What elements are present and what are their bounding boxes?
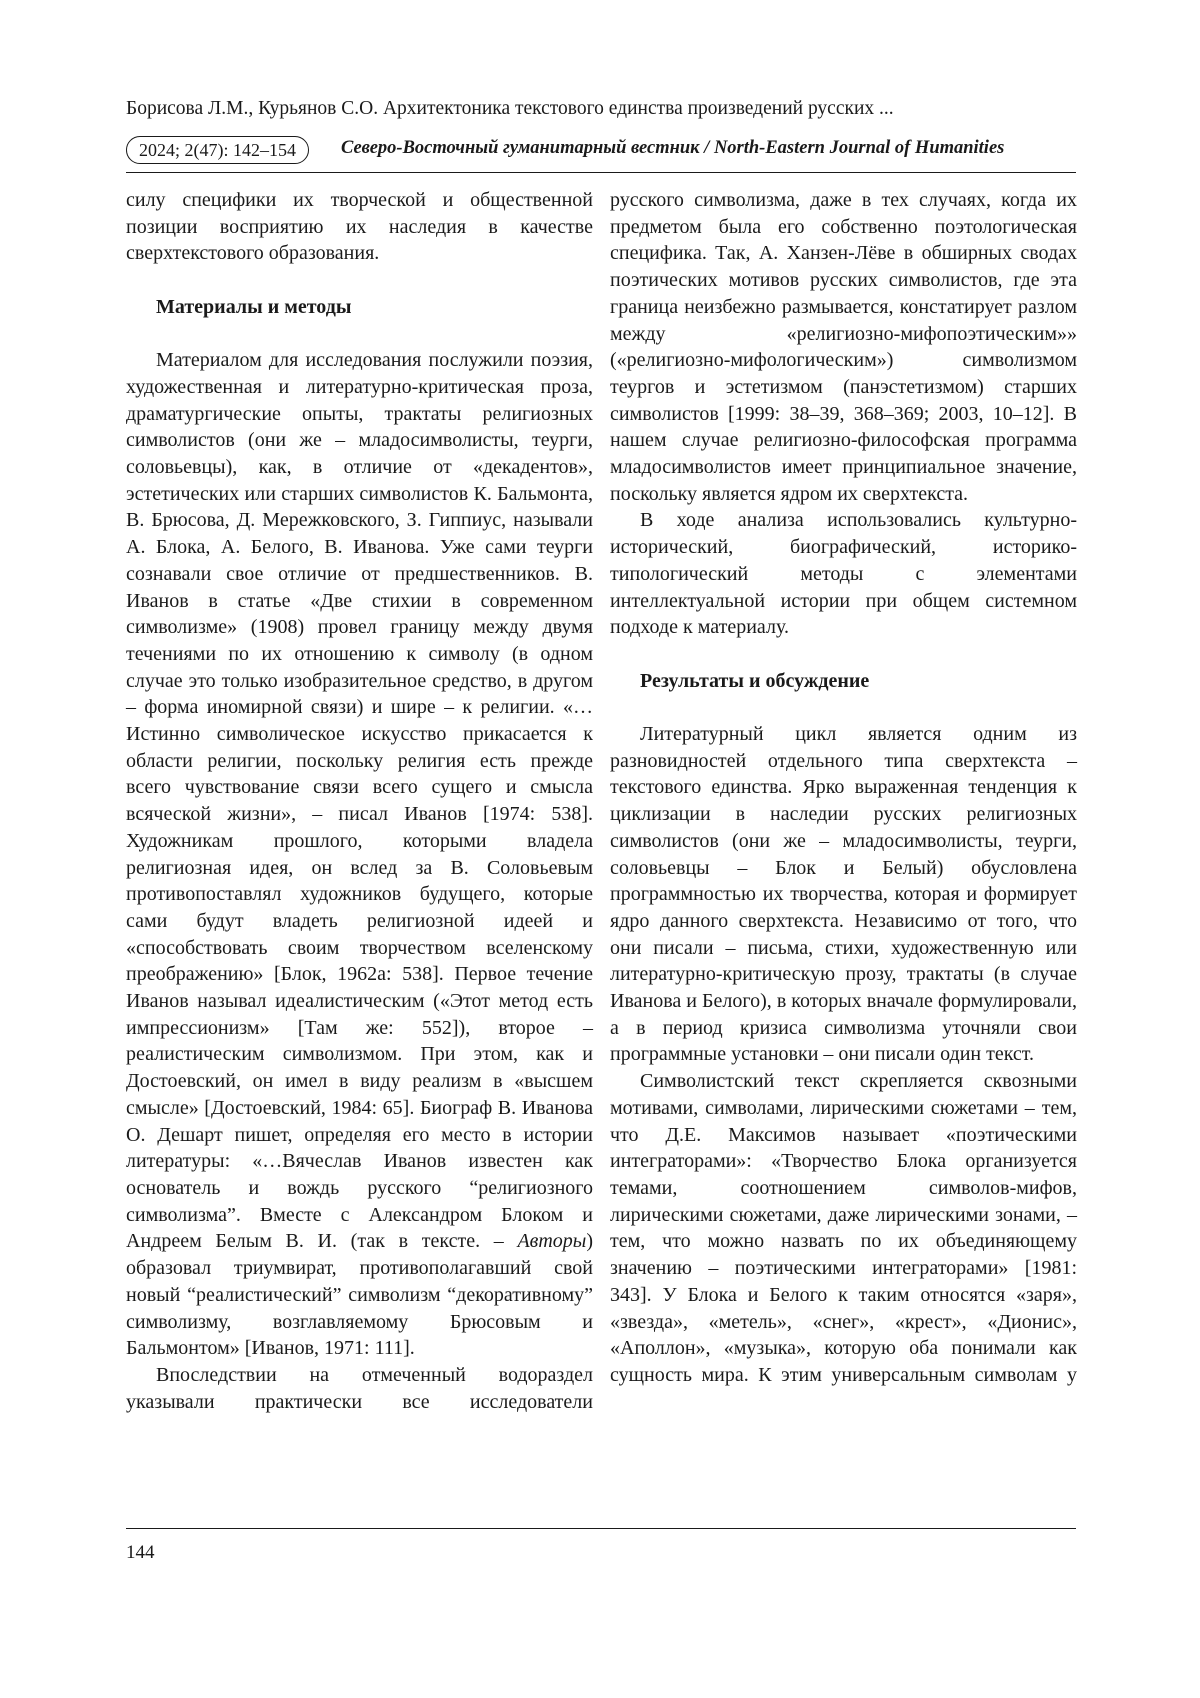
paragraph: силу специфики их творческой и общественной позиции восприятию их наследия в качестве сверхтекстового образования.	[126, 189, 593, 265]
authors-note: Авторы	[517, 1230, 587, 1253]
spacer	[610, 694, 1077, 721]
left-column	[126, 187, 593, 1415]
spacer	[126, 321, 593, 348]
section-heading-methods: Материалы и методы	[156, 295, 352, 318]
paragraph	[126, 347, 593, 1362]
paragraph-text: Материалом для исследования послужили поэзия, художественная и литературно-критическая проза, драматургические опыты, трактаты религиозных символистов (они же – младосимволисты, теурги, соловьевцы), как, в отличие от «декадентов», эстетических или старших символистов К. Бальмонта, В. Брюсова, Д. Мережковского, З. Гиппиус, называли А. Блока, А. Белого, В. Иванова. Уже сами теурги сознавали свое отличие от предшественников. В. Иванов в статье «Две стихии в современном символизме» (1908) провел границу между двумя течениями по их отношению к символу (в одном случае это только изобразительное средство, в другом – форма иномирной связи) и шире – к религии. «…Истинно символическое искусство прикасается к области религии, поскольку религия есть прежде всего чувствование связи всего сущего и смысла всяческой жизни», – писал Иванов [1974: 538]. Художникам прошлого, которыми владела религиозная идея, он вслед за В. Соловьевым противопоставлял художников будущего, которые сами будут владеть религиозной идеей и «способствовать своим творчеством вселенскому преображению» [Блок, 1962а: 538]. Первое течение Иванов называл идеалистическим («Этот метод есть импрессионизм» [Там же: 552]), второе – реалистическим символизмом. При этом, как и Достоевский, он имел в виду реализм в «высшем смысле» [Достоевский, 1984: 65]. Биограф В. Иванова О. Дешарт пишет, определяя его место в истории литературы: «…Вячеслав Иванов известен как основатель и вождь русского “религиозного символизма”. Вместе с Александром Блоком и Андреем Белым В. И. (так в тексте. –	[126, 349, 593, 1253]
spacer	[610, 641, 1077, 668]
paragraph: русского символизма, даже в тех случаях, когда их предметом была его собственно поэтологическая специфика. Так, А. Ханзен-Лёве в обширных сводах поэтических мотивов русских символистов, где эта граница неизбежно размывается, констатирует разлом между «религиозно-мифопоэтическим»» («религиозно-мифологическим») символизмом теургов и эстетизмом (панэстетизмом) старших символистов [1999: 38–39, 368–369; 2003, 10–12]. В нашем случае религиозно-философская программа младосимволистов имеет принципиальное значение, поскольку является ядром их сверхтекста.	[610, 189, 1077, 505]
right-column	[610, 187, 1077, 1389]
paragraph: Символистский текст скрепляется сквозными мотивами, символами, лирическими сюжетами – тем, что Д.Е. Максимов называет «поэтическими интеграторами»: «Творчество Блока организуется темами, соотношением символов-мифов, лирическими сюжетами, даже лирическими зонами, – тем, что можно назвать по их объединяющему значению – поэтическими интеграторами» [1981: 343]. У Блока и Белого к таким относятся «заря», «звезда», «метель», «снег», «крест», «Дионис», «Аполлон», «музыка», которую оба понимали как сущность мира. К этим универсальным символам у	[610, 1070, 1077, 1386]
header-rule	[126, 172, 1076, 173]
paragraph: В ходе анализа использовались культурно-исторический, биографический, историко-типологический методы с элементами интеллектуальной истории при общем системном подходе к материалу.	[610, 509, 1077, 639]
page-number: 144	[126, 1542, 155, 1563]
issue-line	[126, 136, 1076, 166]
issue-badge: 2024; 2(47): 142–154	[126, 136, 309, 164]
section-heading-results: Результаты и обсуждение	[640, 669, 870, 692]
running-head: Борисова Л.М., Курьянов С.О. Архитектоника текстового единства произведений русских ...	[126, 98, 894, 119]
paragraph: Впоследствии на отмеченный водораздел указывали практически все исследователи	[126, 1363, 593, 1413]
spacer	[126, 267, 593, 294]
paragraph-text: ) образовал триумвират, противополагавший свой новый “реалистический” символизм “декоративному” символизму, возглавляемому Брюсовым и Бальмонтом» [Иванов, 1971: 111].	[126, 1230, 593, 1360]
footer-rule	[126, 1528, 1076, 1529]
paragraph: Литературный цикл является одним из разновидностей отдельного типа сверхтекста – текстового единства. Ярко выраженная тенденция к циклизации в наследии русских религиозных символистов (они же – младосимволисты, теурги, соловьевцы – Блок и Белый) обусловлена программностью их творчества, которая и формирует ядро данного сверхтекста. Независимо от того, что они писали – письма, стихи, художественную или литературно-критическую прозу, трактаты (в случае Иванова и Белого), в которых вначале формулировали, а в период кризиса символизма уточняли свои программные установки – они писали один текст.	[610, 723, 1077, 1066]
journal-title: Северо-Восточный гуманитарный вестник / North-Eastern Journal of Humanities	[341, 138, 1005, 158]
